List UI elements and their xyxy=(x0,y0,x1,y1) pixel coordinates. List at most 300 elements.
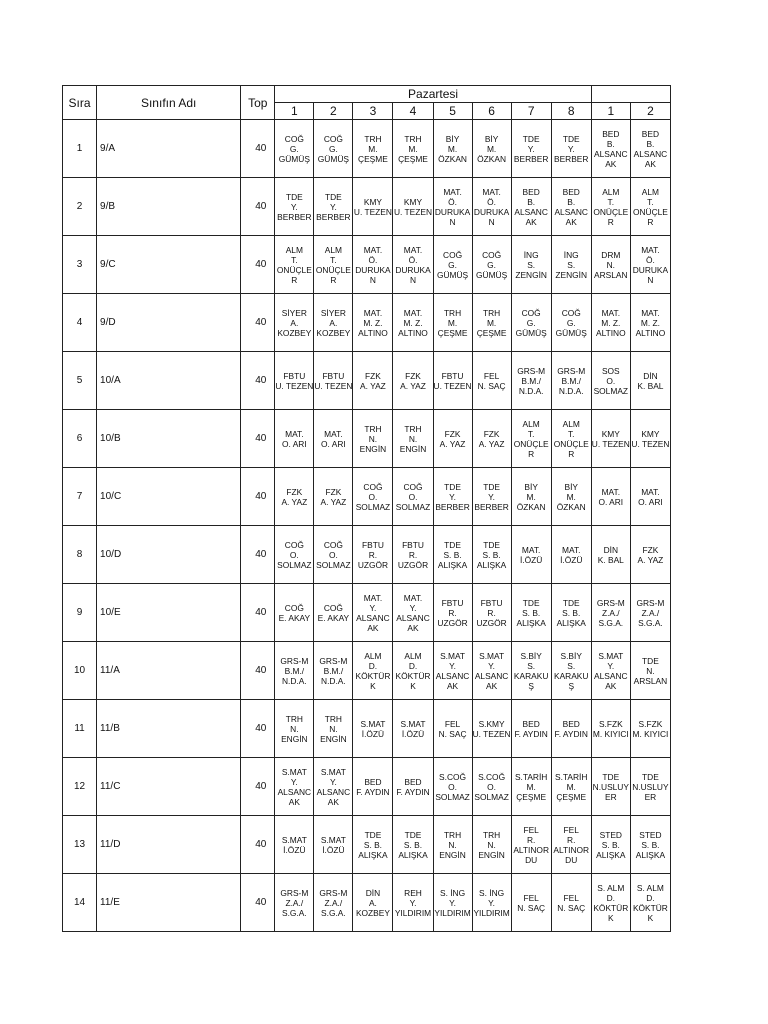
lesson-line: ONÜÇLE xyxy=(593,206,629,217)
lesson-line: N xyxy=(409,274,417,285)
lesson-line: Ö. xyxy=(487,196,497,207)
lesson-line: N. SAÇ xyxy=(438,728,467,739)
lesson-line: N.USLUY xyxy=(592,781,629,792)
lesson-line: TDE xyxy=(522,597,540,608)
lesson-line: S. B. xyxy=(363,839,383,850)
lesson-cell xyxy=(551,526,591,584)
lesson-line: Ş xyxy=(528,680,534,691)
lesson-cell xyxy=(511,700,551,758)
lesson-line: FZK xyxy=(286,486,303,497)
lesson-line: B. xyxy=(567,196,576,207)
lesson-cell xyxy=(472,874,511,932)
lesson-cell xyxy=(591,526,630,584)
lesson-line: ÇEŞME xyxy=(358,153,388,164)
lesson-cell xyxy=(433,584,472,642)
lesson-line: D. xyxy=(408,660,418,671)
lesson-line: TDE xyxy=(562,597,580,608)
lesson-line: GRS-M xyxy=(280,887,309,898)
lesson-cell xyxy=(551,642,591,700)
lesson-line: ZENGİN xyxy=(515,269,547,280)
lesson-line: O. xyxy=(328,549,338,560)
lesson-line: TRH xyxy=(404,423,422,434)
lesson-line: ARSLAN xyxy=(594,269,628,280)
lesson-line: DU xyxy=(525,854,538,865)
lesson-line: S. B. xyxy=(443,549,462,560)
lesson-cell xyxy=(353,526,393,584)
lesson-line: U. TEZEN xyxy=(591,438,630,449)
lesson-line: BED xyxy=(522,186,540,197)
lesson-cell xyxy=(551,236,591,294)
lesson-cell xyxy=(275,526,314,584)
lesson-line: FBTU xyxy=(441,370,464,381)
lesson-line: T. xyxy=(647,196,654,207)
row-number: 3 xyxy=(63,236,97,294)
lesson-cell xyxy=(551,758,591,816)
lesson-line: COĞ xyxy=(323,133,343,144)
class-name: 11/B xyxy=(97,700,241,758)
lesson-line: SİYER xyxy=(320,307,346,318)
lesson-cell xyxy=(275,236,314,294)
lesson-cell xyxy=(551,816,591,874)
lesson-cell xyxy=(353,410,393,468)
lesson-line: A. YAZ xyxy=(281,496,308,507)
lesson-line: M. xyxy=(486,317,497,328)
lesson-line: Y. xyxy=(449,660,456,671)
lesson-line: FBTU xyxy=(402,539,424,550)
lesson-line: ONÜÇLE xyxy=(315,264,351,275)
lesson-line: GÜMÜŞ xyxy=(278,153,310,164)
lesson-cell xyxy=(393,642,433,700)
class-name: 10/D xyxy=(97,526,241,584)
lesson-line: TDE xyxy=(325,191,342,202)
lesson-line: AK xyxy=(288,796,300,807)
lesson-line: TDE xyxy=(404,829,422,840)
lesson-cell xyxy=(393,526,433,584)
lesson-line: M. Z. xyxy=(601,317,621,328)
lesson-cell xyxy=(630,410,670,468)
lesson-cell xyxy=(551,352,591,410)
lesson-cell xyxy=(551,700,591,758)
lesson-line: M. xyxy=(566,491,576,502)
lesson-cell xyxy=(551,468,591,526)
lesson-line: DİN xyxy=(365,887,381,898)
lesson-line: M. Z. xyxy=(640,317,660,328)
lesson-line: S.G.A. xyxy=(282,907,307,918)
lesson-cell xyxy=(353,758,393,816)
lesson-cell xyxy=(591,642,630,700)
lesson-cell xyxy=(433,700,472,758)
header-day-continued xyxy=(591,86,670,103)
lesson-line: K. BAL xyxy=(637,380,664,391)
period-header: 3 xyxy=(353,103,393,120)
lesson-line: A. xyxy=(368,897,377,908)
lesson-line: FEL xyxy=(523,892,539,903)
lesson-line: İ.ÖZÜ xyxy=(322,844,345,855)
lesson-line: Y. xyxy=(449,897,456,908)
lesson-line: GRS-M xyxy=(636,597,665,608)
lesson-line: AK xyxy=(486,680,498,691)
lesson-line: R. xyxy=(368,549,378,560)
lesson-line: A. YAZ xyxy=(320,496,347,507)
lesson-line: FZK xyxy=(483,428,500,439)
lesson-cell xyxy=(472,178,511,236)
lesson-line: O. xyxy=(448,781,457,792)
lesson-line: N.D.A. xyxy=(282,675,307,686)
total-hours: 40 xyxy=(241,468,275,526)
lesson-line: N. SAÇ xyxy=(557,902,586,913)
lesson-line: KARAKU xyxy=(513,670,549,681)
lesson-line: TDE xyxy=(364,829,382,840)
lesson-line: R. xyxy=(526,834,536,845)
lesson-cell xyxy=(433,816,472,874)
lesson-line: FZK xyxy=(405,370,421,381)
lesson-line: DRM xyxy=(601,249,621,260)
lesson-line: İ.ÖZÜ xyxy=(519,554,543,565)
lesson-cell xyxy=(353,236,393,294)
lesson-line: S. B. xyxy=(601,839,620,850)
lesson-cell xyxy=(314,526,353,584)
lesson-line: S. ALM xyxy=(597,882,625,893)
lesson-line: COĞ xyxy=(482,249,502,260)
lesson-line: SOLMAZ xyxy=(395,501,431,512)
lesson-line: BERBER xyxy=(474,501,509,512)
lesson-cell xyxy=(353,468,393,526)
lesson-line: ALTINOR xyxy=(553,844,590,855)
lesson-line: R. xyxy=(487,607,496,618)
lesson-line: TDE xyxy=(562,133,580,144)
lesson-line: DURUKA xyxy=(434,206,471,217)
lesson-line: MAT. xyxy=(443,186,462,197)
row-number: 6 xyxy=(63,410,97,468)
lesson-line: O. xyxy=(606,375,616,386)
lesson-line: S. B. xyxy=(562,607,581,618)
lesson-cell xyxy=(511,352,551,410)
lesson-cell xyxy=(472,236,511,294)
lesson-line: KOZBEY xyxy=(316,327,351,338)
lesson-cell xyxy=(393,120,433,178)
lesson-line: BİY xyxy=(445,133,460,144)
lesson-line: DURUKA xyxy=(473,206,510,217)
lesson-line: MAT. xyxy=(324,428,343,439)
lesson-line: AK xyxy=(446,680,459,691)
lesson-cell xyxy=(511,816,551,874)
lesson-line: İNG xyxy=(563,249,579,260)
lesson-cell xyxy=(275,584,314,642)
period-header: 2 xyxy=(314,103,353,120)
lesson-line: KMY xyxy=(601,428,620,439)
period-header: 6 xyxy=(472,103,511,120)
lesson-cell xyxy=(314,700,353,758)
lesson-line: KÖKTÜR xyxy=(593,902,629,913)
lesson-line: YILDIRIM xyxy=(394,907,432,918)
lesson-line: S.BİY xyxy=(560,650,582,661)
lesson-line: Y. xyxy=(449,491,456,502)
table-row xyxy=(63,700,671,758)
lesson-line: DURUKA xyxy=(395,264,431,275)
total-hours: 40 xyxy=(241,584,275,642)
lesson-line: FBTU xyxy=(362,539,384,550)
lesson-line: ZENGİN xyxy=(555,269,588,280)
lesson-line: Ş xyxy=(568,680,575,691)
lesson-line: ALIŞKA xyxy=(398,849,428,860)
lesson-cell xyxy=(433,410,472,468)
lesson-cell xyxy=(511,468,551,526)
lesson-line: MAT. xyxy=(285,428,304,439)
lesson-line: DURUKA xyxy=(632,264,669,275)
lesson-cell xyxy=(393,410,433,468)
lesson-line: STED xyxy=(639,829,662,840)
lesson-line: MAT. xyxy=(403,307,423,318)
lesson-line: ALSANC xyxy=(633,148,668,159)
lesson-line: KÖKTÜR xyxy=(395,670,431,681)
lesson-line: ONÜÇLE xyxy=(513,438,549,449)
lesson-line: S.COĞ xyxy=(478,771,506,782)
lesson-line: KMY xyxy=(641,428,660,439)
lesson-line: N. xyxy=(448,839,457,850)
lesson-line: KÖKTÜR xyxy=(355,670,391,681)
lesson-line: M. xyxy=(408,143,418,154)
total-hours: 40 xyxy=(241,758,275,816)
lesson-line: COĞ xyxy=(561,307,581,318)
lesson-line: BERBER xyxy=(316,211,351,222)
lesson-line: ALM xyxy=(522,418,540,429)
lesson-line: MAT. xyxy=(601,486,621,497)
lesson-cell xyxy=(472,410,511,468)
lesson-line: M. xyxy=(447,143,458,154)
lesson-cell xyxy=(630,120,670,178)
lesson-line: M. KIYICI xyxy=(592,728,629,739)
lesson-line: TRH xyxy=(404,133,422,144)
lesson-line: STED xyxy=(599,829,622,840)
lesson-line: SOLMAZ xyxy=(316,559,351,570)
lesson-cell xyxy=(551,294,591,352)
lesson-line: GÜMÜŞ xyxy=(436,269,469,280)
lesson-line: BİY xyxy=(564,481,578,492)
lesson-line: Z.A./ xyxy=(285,897,304,908)
total-hours: 40 xyxy=(241,700,275,758)
lesson-cell xyxy=(433,120,472,178)
lesson-line: F. AYDIN xyxy=(514,728,548,739)
lesson-line: ALSANC xyxy=(316,786,351,797)
lesson-line: F. AYDIN xyxy=(356,786,390,797)
lesson-cell xyxy=(591,120,630,178)
lesson-line: S. İNG xyxy=(479,887,505,898)
period-header: 2 xyxy=(630,103,670,120)
lesson-cell xyxy=(275,120,314,178)
total-hours: 40 xyxy=(241,120,275,178)
lesson-line: Y. xyxy=(488,660,496,671)
lesson-line: Y. xyxy=(409,602,417,613)
lesson-cell xyxy=(314,758,353,816)
lesson-cell xyxy=(472,294,511,352)
table-row xyxy=(63,526,671,584)
lesson-cell xyxy=(472,758,511,816)
lesson-cell xyxy=(275,874,314,932)
lesson-line: AK xyxy=(327,796,339,807)
lesson-line: B. xyxy=(646,138,655,149)
row-number: 7 xyxy=(63,468,97,526)
table-row xyxy=(63,584,671,642)
lesson-line: COĞ xyxy=(284,539,304,550)
lesson-line: B.M./ xyxy=(323,665,344,676)
lesson-line: K. BAL xyxy=(597,554,624,565)
lesson-line: DİN xyxy=(603,544,619,555)
lesson-line: ENGİN xyxy=(399,443,427,454)
lesson-cell xyxy=(393,468,433,526)
lesson-cell xyxy=(472,816,511,874)
lesson-line: T. xyxy=(567,428,575,439)
lesson-line: DURUKA xyxy=(355,264,391,275)
lesson-line: COĞ xyxy=(323,602,343,613)
lesson-line: ONÜÇLE xyxy=(632,206,668,217)
lesson-line: A. YAZ xyxy=(400,380,426,391)
lesson-line: ALM xyxy=(285,244,303,255)
lesson-line: COĞ xyxy=(323,539,343,550)
lesson-line: R xyxy=(647,216,654,227)
lesson-cell xyxy=(393,294,433,352)
lesson-line: ALSANC xyxy=(396,612,430,623)
lesson-line: B.M./ xyxy=(521,375,541,386)
lesson-cell xyxy=(591,236,630,294)
lesson-line: BED xyxy=(404,776,422,787)
lesson-cell xyxy=(393,178,433,236)
lesson-line: ALIŞKA xyxy=(358,849,388,860)
lesson-line: COĞ xyxy=(521,307,541,318)
lesson-cell xyxy=(353,120,393,178)
lesson-cell xyxy=(511,584,551,642)
row-number: 13 xyxy=(63,816,97,874)
lesson-line: TDE xyxy=(642,771,659,782)
lesson-line: S.G.A. xyxy=(598,617,624,628)
lesson-line: FEL xyxy=(483,370,500,381)
class-name: 10/A xyxy=(97,352,241,410)
lesson-line: ALIŞKA xyxy=(437,559,468,570)
lesson-line: U. TEZEN xyxy=(314,380,353,391)
lesson-line: Y. xyxy=(488,897,496,908)
lesson-cell xyxy=(314,178,353,236)
lesson-line: KÖKTÜR xyxy=(632,902,668,913)
lesson-line: S.G.A. xyxy=(638,617,663,628)
lesson-line: ALSANC xyxy=(356,612,390,623)
lesson-line: BED xyxy=(641,128,660,139)
lesson-line: TRH xyxy=(482,829,501,840)
lesson-line: Y. xyxy=(567,143,575,154)
lesson-cell xyxy=(591,468,630,526)
lesson-line: TDE xyxy=(285,191,303,202)
lesson-line: MAT. xyxy=(641,486,660,497)
lesson-line: N. xyxy=(368,433,378,444)
lesson-line: FEL xyxy=(523,824,539,835)
lesson-cell xyxy=(630,178,670,236)
lesson-line: O. xyxy=(368,491,378,502)
lesson-line: N xyxy=(369,274,376,285)
lesson-cell xyxy=(275,294,314,352)
lesson-line: N. xyxy=(487,839,496,850)
lesson-line: AK xyxy=(407,622,419,633)
lesson-line: Ö. xyxy=(408,254,418,265)
lesson-cell xyxy=(314,294,353,352)
lesson-line: O. ARI xyxy=(598,496,624,507)
lesson-cell xyxy=(630,874,670,932)
lesson-line: AK xyxy=(367,622,379,633)
lesson-cell xyxy=(433,294,472,352)
lesson-line: ALTINO xyxy=(635,327,666,338)
lesson-line: AK xyxy=(605,158,617,169)
lesson-cell xyxy=(511,178,551,236)
row-number: 2 xyxy=(63,178,97,236)
lesson-cell xyxy=(393,816,433,874)
lesson-cell xyxy=(472,700,511,758)
lesson-line: S.MAT xyxy=(281,834,307,845)
lesson-cell xyxy=(353,178,393,236)
lesson-cell xyxy=(591,294,630,352)
lesson-line: TRH xyxy=(364,423,382,434)
lesson-line: S.MAT xyxy=(400,718,426,729)
lesson-line: SOLMAZ xyxy=(355,501,391,512)
lesson-cell xyxy=(314,410,353,468)
lesson-cell xyxy=(314,584,353,642)
lesson-line: D. xyxy=(368,660,378,671)
lesson-line: N. SAÇ xyxy=(517,902,546,913)
lesson-line: ALSANC xyxy=(277,786,312,797)
lesson-line: S. B. xyxy=(641,839,660,850)
lesson-cell xyxy=(551,178,591,236)
lesson-line: AK xyxy=(605,680,617,691)
lesson-line: TDE xyxy=(483,539,500,550)
lesson-line: Y. xyxy=(290,201,298,212)
lesson-line: Y. xyxy=(409,897,417,908)
lesson-cell xyxy=(551,410,591,468)
lesson-line: ONÜÇLE xyxy=(276,264,312,275)
class-name: 11/D xyxy=(97,816,241,874)
lesson-line: GRS-M xyxy=(596,597,625,608)
lesson-line: N xyxy=(449,216,456,227)
lesson-line: UZGÖR xyxy=(437,617,468,628)
lesson-line: ENGİN xyxy=(359,443,387,454)
lesson-line: TDE xyxy=(642,655,659,666)
lesson-line: TDE xyxy=(522,133,540,144)
lesson-line: A. YAZ xyxy=(478,438,505,449)
lesson-line: KOZBEY xyxy=(355,907,390,918)
class-name: 11/A xyxy=(97,642,241,700)
lesson-line: MAT. xyxy=(403,592,423,603)
lesson-cell xyxy=(551,120,591,178)
lesson-cell xyxy=(275,410,314,468)
lesson-line: N.D.A. xyxy=(321,675,346,686)
lesson-line: S.COĞ xyxy=(439,771,467,782)
lesson-cell xyxy=(353,642,393,700)
lesson-line: COĞ xyxy=(403,481,423,492)
total-hours: 40 xyxy=(241,236,275,294)
lesson-line: ÖZKAN xyxy=(516,501,546,512)
lesson-line: B. xyxy=(606,138,615,149)
lesson-cell xyxy=(314,352,353,410)
lesson-cell xyxy=(393,874,433,932)
lesson-cell xyxy=(511,642,551,700)
schedule-table xyxy=(62,85,671,932)
lesson-line: R xyxy=(568,448,575,459)
header-sira: Sıra xyxy=(63,86,97,120)
lesson-line: BED xyxy=(522,718,540,729)
total-hours: 40 xyxy=(241,642,275,700)
lesson-line: KMY xyxy=(363,196,383,207)
lesson-cell xyxy=(353,700,393,758)
lesson-line: S. xyxy=(567,259,576,270)
lesson-line: TDE xyxy=(444,539,461,550)
row-number: 5 xyxy=(63,352,97,410)
lesson-line: BERBER xyxy=(554,153,589,164)
lesson-line: O. ARI xyxy=(321,438,346,449)
